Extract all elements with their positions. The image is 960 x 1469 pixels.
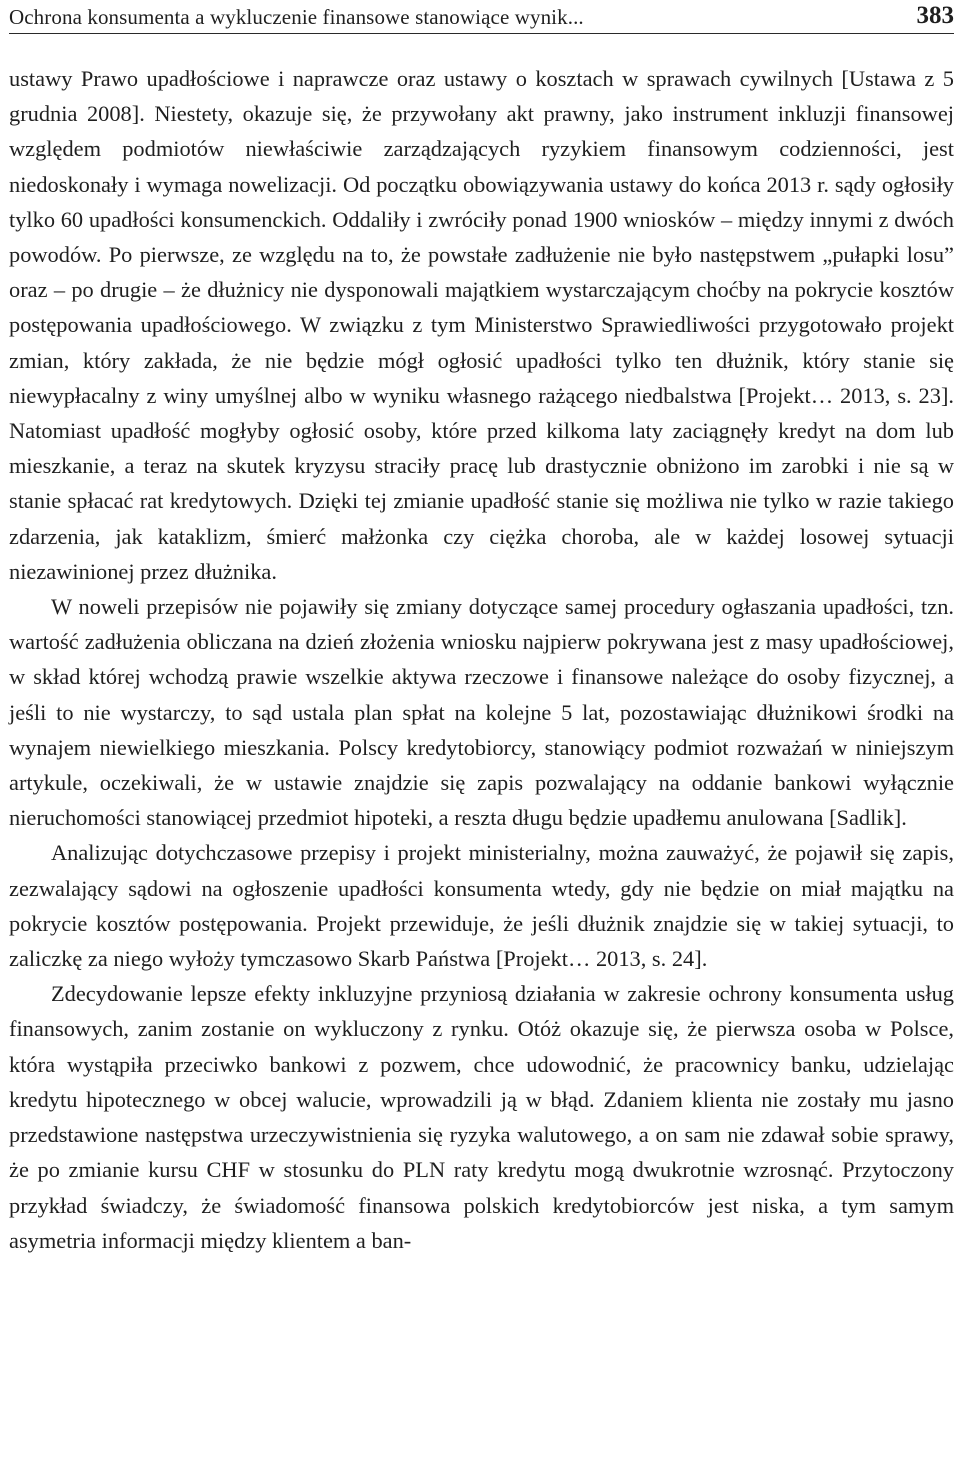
paragraph-consumer-protection: Zdecydowanie lepsze efekty inkluzyjne przyniosą działania w zakresie ochrony konsumenta usług finansowych, zanim zostanie on wykluczony z rynku. Otóż okazuje się, że pierwsza osoba w Polsce, która wystąpiła przeciwko bankowi z pozwem, chce udowodnić, że pracownicy banku, udzielając kredytu hipotecznego w obcej walucie, wprowadzili ją w błąd. Zdaniem klienta nie zostały mu jasno przedstawione następstwa urzeczywistnienia się ryzyka walutowego, a on sam nie zdawał sobie sprawy, że po zmianie kursu CHF w stosunku do PLN raty kredytu mogą dwukrotnie wzrosnąć. Przytoczony przykład świadczy, że świadomość finansowa polskich kredytobiorców jest niska, a tym samym asymetria informacji między klientem a ban- (9, 981, 954, 1253)
document-page (9, 0, 954, 1258)
running-header (9, 0, 954, 34)
page-number: 383 (916, 2, 954, 29)
body-text (9, 61, 954, 1258)
paragraph-analysis: Analizując dotychczasowe przepisy i projekt ministerialny, można zauważyć, że pojawił się zapis, zezwalający sądowi na ogłoszenie upadłości konsumenta wtedy, gdy nie będzie on miał majątku na pokrycie kosztów postępowania. Projekt przewiduje, że jeśli dłużnik znajdzie się w takiej sytuacji, to zaliczkę za niego wyłoży tymczasowo Skarb Państwa [Projekt… 2013, s. 24]. (9, 840, 954, 972)
paragraph-novel-provisions: W noweli przepisów nie pojawiły się zmiany dotyczące samej procedury ogłaszania upadłości, tzn. wartość zadłużenia obliczana na dzień złożenia wniosku najpierw pokrywana jest z masy upadłościowej, w skład której wchodzą prawie wszelkie aktywa rzeczowe i finansowe należące do osoby fizycznej, a jeśli to nie wystarczy, to sąd ustala plan spłat na kolejne 5 lat, pozostawiając dłużnikowi środki na wynajem niewielkiego mieszkania. Polscy kredytobiorcy, stanowiący podmiot rozważań w niniejszym artykule, oczekiwali, że w ustawie znajdzie się zapis pozwalający na oddanie bankowi wyłącznie nieruchomości stanowiącej przedmiot hipoteki, a reszta długu będzie upadłemu anulowana [Sadlik]. (9, 594, 954, 831)
paragraph-continuation: ustawy Prawo upadłościowe i naprawcze oraz ustawy o kosztach w sprawach cywilnych [Ustawa z 5 grudnia 2008]. Niestety, okazuje się, że przywołany akt prawny, jako instrument inkluzji finansowej względem podmiotów niewłaściwie zarządzających ryzykiem finansowym codzienności, jest niedoskonały i wymaga nowelizacji. Od początku obowiązywania ustawy do końca 2013 r. sądy ogłosiły tylko 60 upadłości konsumenckich. Oddaliły i zwróciły ponad 1900 wniosków – między innymi z dwóch powodów. Po pierwsze, ze względu na to, że powstałe zadłużenie nie było następstwem „pułapki losu” oraz – po drugie – że dłużnicy nie dysponowali majątkiem wystarczającym choćby na pokrycie kosztów postępowania upadłościowego. W związku z tym Ministerstwo Sprawiedliwości przygotowało projekt zmian, który zakłada, że nie będzie mógł ogłosić upadłości tylko ten dłużnik, który stanie się niewypłacalny z winy umyślnej albo w wyniku własnego rażącego niedbalstwa [Projekt… 2013, s. 23]. Natomiast upadłość mogłyby ogłosić osoby, które przed kilkoma laty zaciągnęły kredyt na dom lub mieszkanie, a teraz na skutek kryzysu straciły pracę lub drastycznie obniżono im zarobki i nie są w stanie spłacać rat kredytowych. Dzięki tej zmianie upadłość stanie się możliwa nie tylko w razie takiego zdarzenia, jak kataklizm, śmierć małżonka czy ciężka choroba, ale w każdej losowej sytuacji niezawinionej przez dłużnika. (9, 66, 954, 584)
running-header-title: Ochrona konsumenta a wykluczenie finansowe stanowiące wynik... (9, 5, 584, 29)
